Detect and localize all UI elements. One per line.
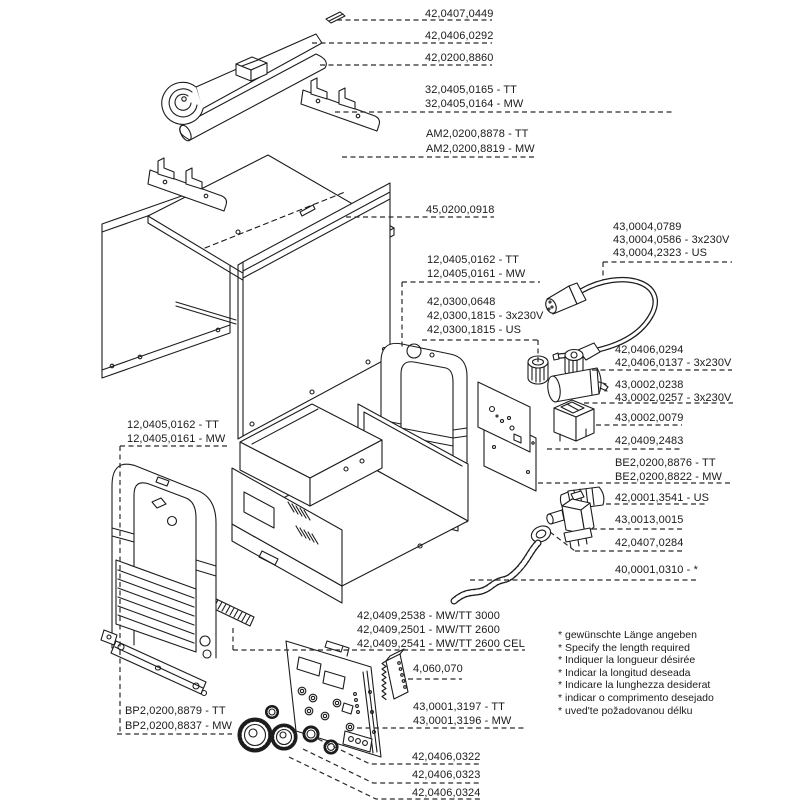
part-label-42-0406-0292: 42,0406,0292 <box>425 30 494 42</box>
part-label-43-0013-0015: 43,0013,0015 <box>615 514 684 526</box>
part-label-43-0001-3197: 43,0001,3197 - TT <box>413 701 506 713</box>
part-label-42-0200-8860: 42,0200,8860 <box>425 52 494 64</box>
part-label-42-0300-0648: 42,0300,0648 <box>427 296 496 308</box>
part-label-12-0405-0161-front: 12,0405,0161 - MW <box>127 433 226 445</box>
part-label-42-0406-0324: 42,0406,0324 <box>412 787 481 799</box>
part-label-42-0409-2538: 42,0409,2538 - MW/TT 3000 <box>357 610 500 622</box>
part-drawing-control-pcb <box>286 641 381 757</box>
footnote-it: * Indicare la lunghezza desiderat <box>558 679 711 692</box>
footnote-es: * Indicar la longitud deseada <box>558 666 691 679</box>
part-label-am2-0200-8819: AM2,0200,8819 - MW <box>426 143 535 155</box>
part-label-4-060-070: 4,060,070 <box>413 663 463 675</box>
part-label-32-0405-0164: 32,0405,0164 - MW <box>425 98 524 110</box>
part-label-42-0409-2501: 42,0409,2501 - MW/TT 2600 <box>357 624 500 636</box>
part-label-43-0004-0789: 43,0004,0789 <box>613 221 682 233</box>
part-label-42-0406-0323: 42,0406,0323 <box>412 769 481 781</box>
part-drawing-capacitor <box>546 368 608 403</box>
footnote-en: * Specify the length required <box>558 641 690 654</box>
part-label-42-0407-0284: 42,0407,0284 <box>615 537 684 549</box>
part-label-43-0002-0257: 43,0002,0257 - 3x230V <box>615 392 732 404</box>
footnote-cz: * uved'te požadovanou délku <box>558 704 693 717</box>
part-label-42-0300-1815-3x230v: 42,0300,1815 - 3x230V <box>427 310 544 322</box>
footnote-pt: * indicar o comprimento desejado <box>558 691 714 704</box>
footnotes <box>558 629 714 717</box>
part-label-42-0409-2483: 42,0409,2483 <box>615 435 684 447</box>
part-drawing-bracket-right <box>301 78 380 131</box>
part-drawing-pin-connector <box>382 649 408 700</box>
part-drawing-front-frame <box>112 464 216 658</box>
footnote-fr: * Indiquer la longueur désirée <box>558 654 696 667</box>
part-drawing-retaining-pin <box>326 12 345 23</box>
part-label-42-0300-1815-us: 42,0300,1815 - US <box>427 324 522 336</box>
footnote-de: * gewünschte Länge angeben <box>558 629 697 641</box>
part-label-12-0405-0161-rear: 12,0405,0161 - MW <box>427 268 526 280</box>
part-label-be2-0200-8876: BE2,0200,8876 - TT <box>615 457 716 469</box>
part-label-43-0002-0238: 43,0002,0238 <box>615 379 684 391</box>
part-label-12-0405-0162-rear: 12,0405,0162 - TT <box>427 254 520 266</box>
part-label-am2-0200-8878: AM2,0200,8878 - TT <box>426 128 529 140</box>
part-label-be2-0200-8822: BE2,0200,8822 - MW <box>615 471 722 483</box>
part-drawing-strap-buckle <box>236 57 267 81</box>
part-label-42-0407-0449: 42,0407,0449 <box>425 8 494 20</box>
part-label-43-0004-2323: 43,0004,2323 - US <box>613 247 708 259</box>
part-label-43-0001-3196: 43,0001,3196 - MW <box>413 715 512 727</box>
part-label-42-0406-0137: 42,0406,0137 - 3x230V <box>615 357 732 369</box>
part-label-42-0409-2541: 42,0409,2541 - MW/TT 2600 CEL <box>357 638 525 650</box>
part-label-42-0406-0294: 42,0406,0294 <box>615 344 684 356</box>
part-drawing-power-switch <box>554 400 594 441</box>
part-label-12-0405-0162-front: 12,0405,0162 - TT <box>127 419 220 431</box>
part-label-bp2-0200-8837: BP2,0200,8837 - MW <box>125 720 232 732</box>
part-label-43-0004-0586: 43,0004,0586 - 3x230V <box>613 234 730 246</box>
part-label-45-0200-0918: 45,0200,0918 <box>426 204 495 216</box>
part-label-42-0001-3541: 42,0001,3541 - US <box>615 492 710 504</box>
part-label-42-0406-0322: 42,0406,0322 <box>412 751 481 763</box>
part-drawing-braided-cable <box>454 543 538 601</box>
part-label-43-0002-0079: 43,0002,0079 <box>615 412 684 424</box>
part-label-32-0405-0165: 32,0405,0165 - TT <box>425 84 518 96</box>
part-label-40-0001-0310: 40,0001,0310 - * <box>615 564 698 576</box>
part-label-bp2-0200-8879: BP2,0200,8879 - TT <box>125 705 226 717</box>
